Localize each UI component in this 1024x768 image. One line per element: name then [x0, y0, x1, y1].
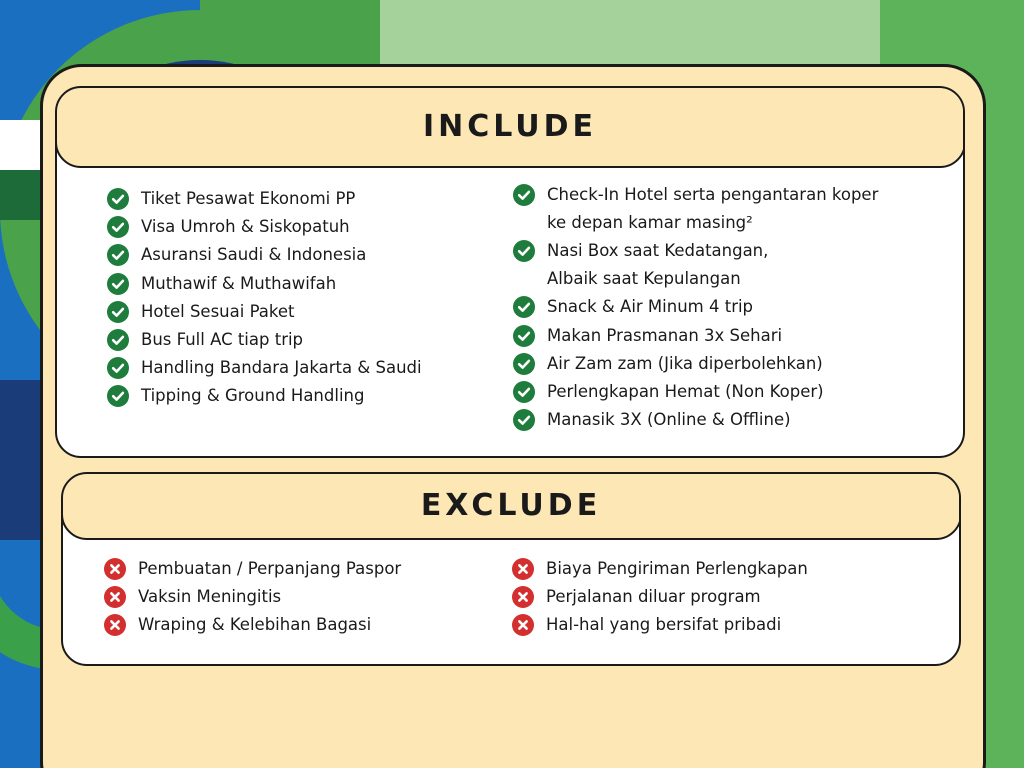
exclude-header: [61, 472, 961, 540]
list-item: [513, 409, 878, 431]
list-item-text: [138, 586, 281, 608]
list-item-line: ke depan kamar masing²: [547, 213, 753, 232]
list-item-line: Albaik saat Kepulangan: [547, 269, 741, 289]
list-item-text: [547, 240, 768, 290]
include-panel: [55, 86, 965, 458]
cross-circle-icon: [104, 558, 126, 580]
list-item: [513, 381, 878, 403]
list-item-line: Tipping & Ground Handling: [141, 386, 365, 406]
include-header: [55, 86, 965, 168]
list-item-line: Bus Full AC tiap trip: [141, 329, 304, 349]
list-item: [107, 188, 422, 210]
list-item-text: [547, 409, 791, 431]
list-item: [107, 301, 422, 323]
exclude-panel: [61, 472, 961, 666]
list-item: [107, 273, 422, 295]
cross-circle-icon: [512, 586, 534, 608]
list-item: [513, 325, 878, 347]
list-item-line: Visa Umroh & Siskopatuh: [141, 217, 350, 237]
list-item-line: Check-In Hotel serta pengantaran koper: [547, 185, 879, 204]
check-circle-icon: [513, 296, 535, 318]
exclude-list-left: [104, 558, 401, 642]
list-item: [513, 296, 878, 318]
list-item-line: Perlengkapan Hemat (Non Koper): [547, 381, 824, 401]
list-item: [107, 385, 422, 407]
list-item: [512, 558, 808, 580]
cross-circle-icon: [512, 614, 534, 636]
list-item: [513, 184, 878, 234]
list-item-line: Biaya Pengiriman Perlengkapan: [546, 559, 808, 578]
check-circle-icon: [107, 188, 129, 210]
list-item-text: [141, 329, 303, 351]
list-item-text: [141, 188, 355, 210]
list-item-text: [547, 184, 878, 234]
list-item: [107, 357, 422, 379]
list-item-line: Nasi Box saat Kedatangan,: [547, 241, 769, 261]
include-list-right: [513, 184, 878, 437]
list-item-line: Asuransi Saudi & Indonesia: [141, 245, 367, 265]
include-list-left: [107, 188, 422, 414]
list-item-line: Perjalanan diluar program: [546, 587, 761, 606]
list-item-text: [547, 296, 753, 318]
check-circle-icon: [107, 244, 129, 266]
list-item: [104, 614, 401, 636]
check-circle-icon: [107, 329, 129, 351]
cross-circle-icon: [104, 586, 126, 608]
list-item-text: [546, 614, 781, 636]
list-item-text: [138, 558, 401, 580]
check-circle-icon: [513, 353, 535, 375]
exclude-list-right: [512, 558, 808, 642]
list-item-line: Hal-hal yang bersifat pribadi: [546, 615, 782, 634]
list-item: [512, 586, 808, 608]
list-item: [512, 614, 808, 636]
list-item-text: [547, 381, 824, 403]
list-item: [107, 216, 422, 238]
check-circle-icon: [107, 216, 129, 238]
check-circle-icon: [513, 381, 535, 403]
list-item-text: [547, 353, 823, 375]
cross-circle-icon: [512, 558, 534, 580]
check-circle-icon: [513, 325, 535, 347]
check-circle-icon: [107, 385, 129, 407]
list-item-text: [141, 357, 422, 379]
check-circle-icon: [513, 240, 535, 262]
list-item-line: Tiket Pesawat Ekonomi PP: [141, 189, 356, 208]
list-item-text: [546, 558, 808, 580]
list-item-line: Air Zam zam (Jika diperbolehkan): [547, 353, 823, 373]
list-item-text: [547, 325, 782, 347]
list-item-text: [141, 301, 294, 323]
list-item-line: Snack & Air Minum 4 trip: [547, 297, 754, 317]
list-item-line: Handling Bandara Jakarta & Saudi: [141, 358, 422, 378]
list-item-line: Manasik 3X (Online & Offline): [547, 410, 791, 430]
check-circle-icon: [107, 301, 129, 323]
list-item-line: Muthawif & Muthawifah: [141, 273, 337, 293]
check-circle-icon: [513, 184, 535, 206]
list-item-line: Vaksin Meningitis: [138, 587, 282, 606]
list-item-text: [141, 244, 366, 266]
list-item-text: [138, 614, 371, 636]
list-item-text: [141, 216, 350, 238]
list-item: [104, 558, 401, 580]
list-item-line: Pembuatan / Perpanjang Paspor: [138, 559, 402, 578]
check-circle-icon: [107, 357, 129, 379]
list-item: [104, 586, 401, 608]
list-item: [513, 240, 878, 290]
list-item-line: Makan Prasmanan 3x Sehari: [547, 325, 783, 345]
list-item-text: [141, 385, 364, 407]
list-item: [513, 353, 878, 375]
exclude-title: EXCLUDE: [420, 488, 602, 523]
cross-circle-icon: [104, 614, 126, 636]
list-item-text: [546, 586, 761, 608]
include-title: INCLUDE: [422, 109, 598, 144]
list-item-line: Hotel Sesuai Paket: [141, 301, 295, 321]
list-item-line: Wraping & Kelebihan Bagasi: [138, 615, 372, 634]
list-item: [107, 244, 422, 266]
list-item: [107, 329, 422, 351]
check-circle-icon: [107, 273, 129, 295]
check-circle-icon: [513, 409, 535, 431]
list-item-text: [141, 273, 336, 295]
